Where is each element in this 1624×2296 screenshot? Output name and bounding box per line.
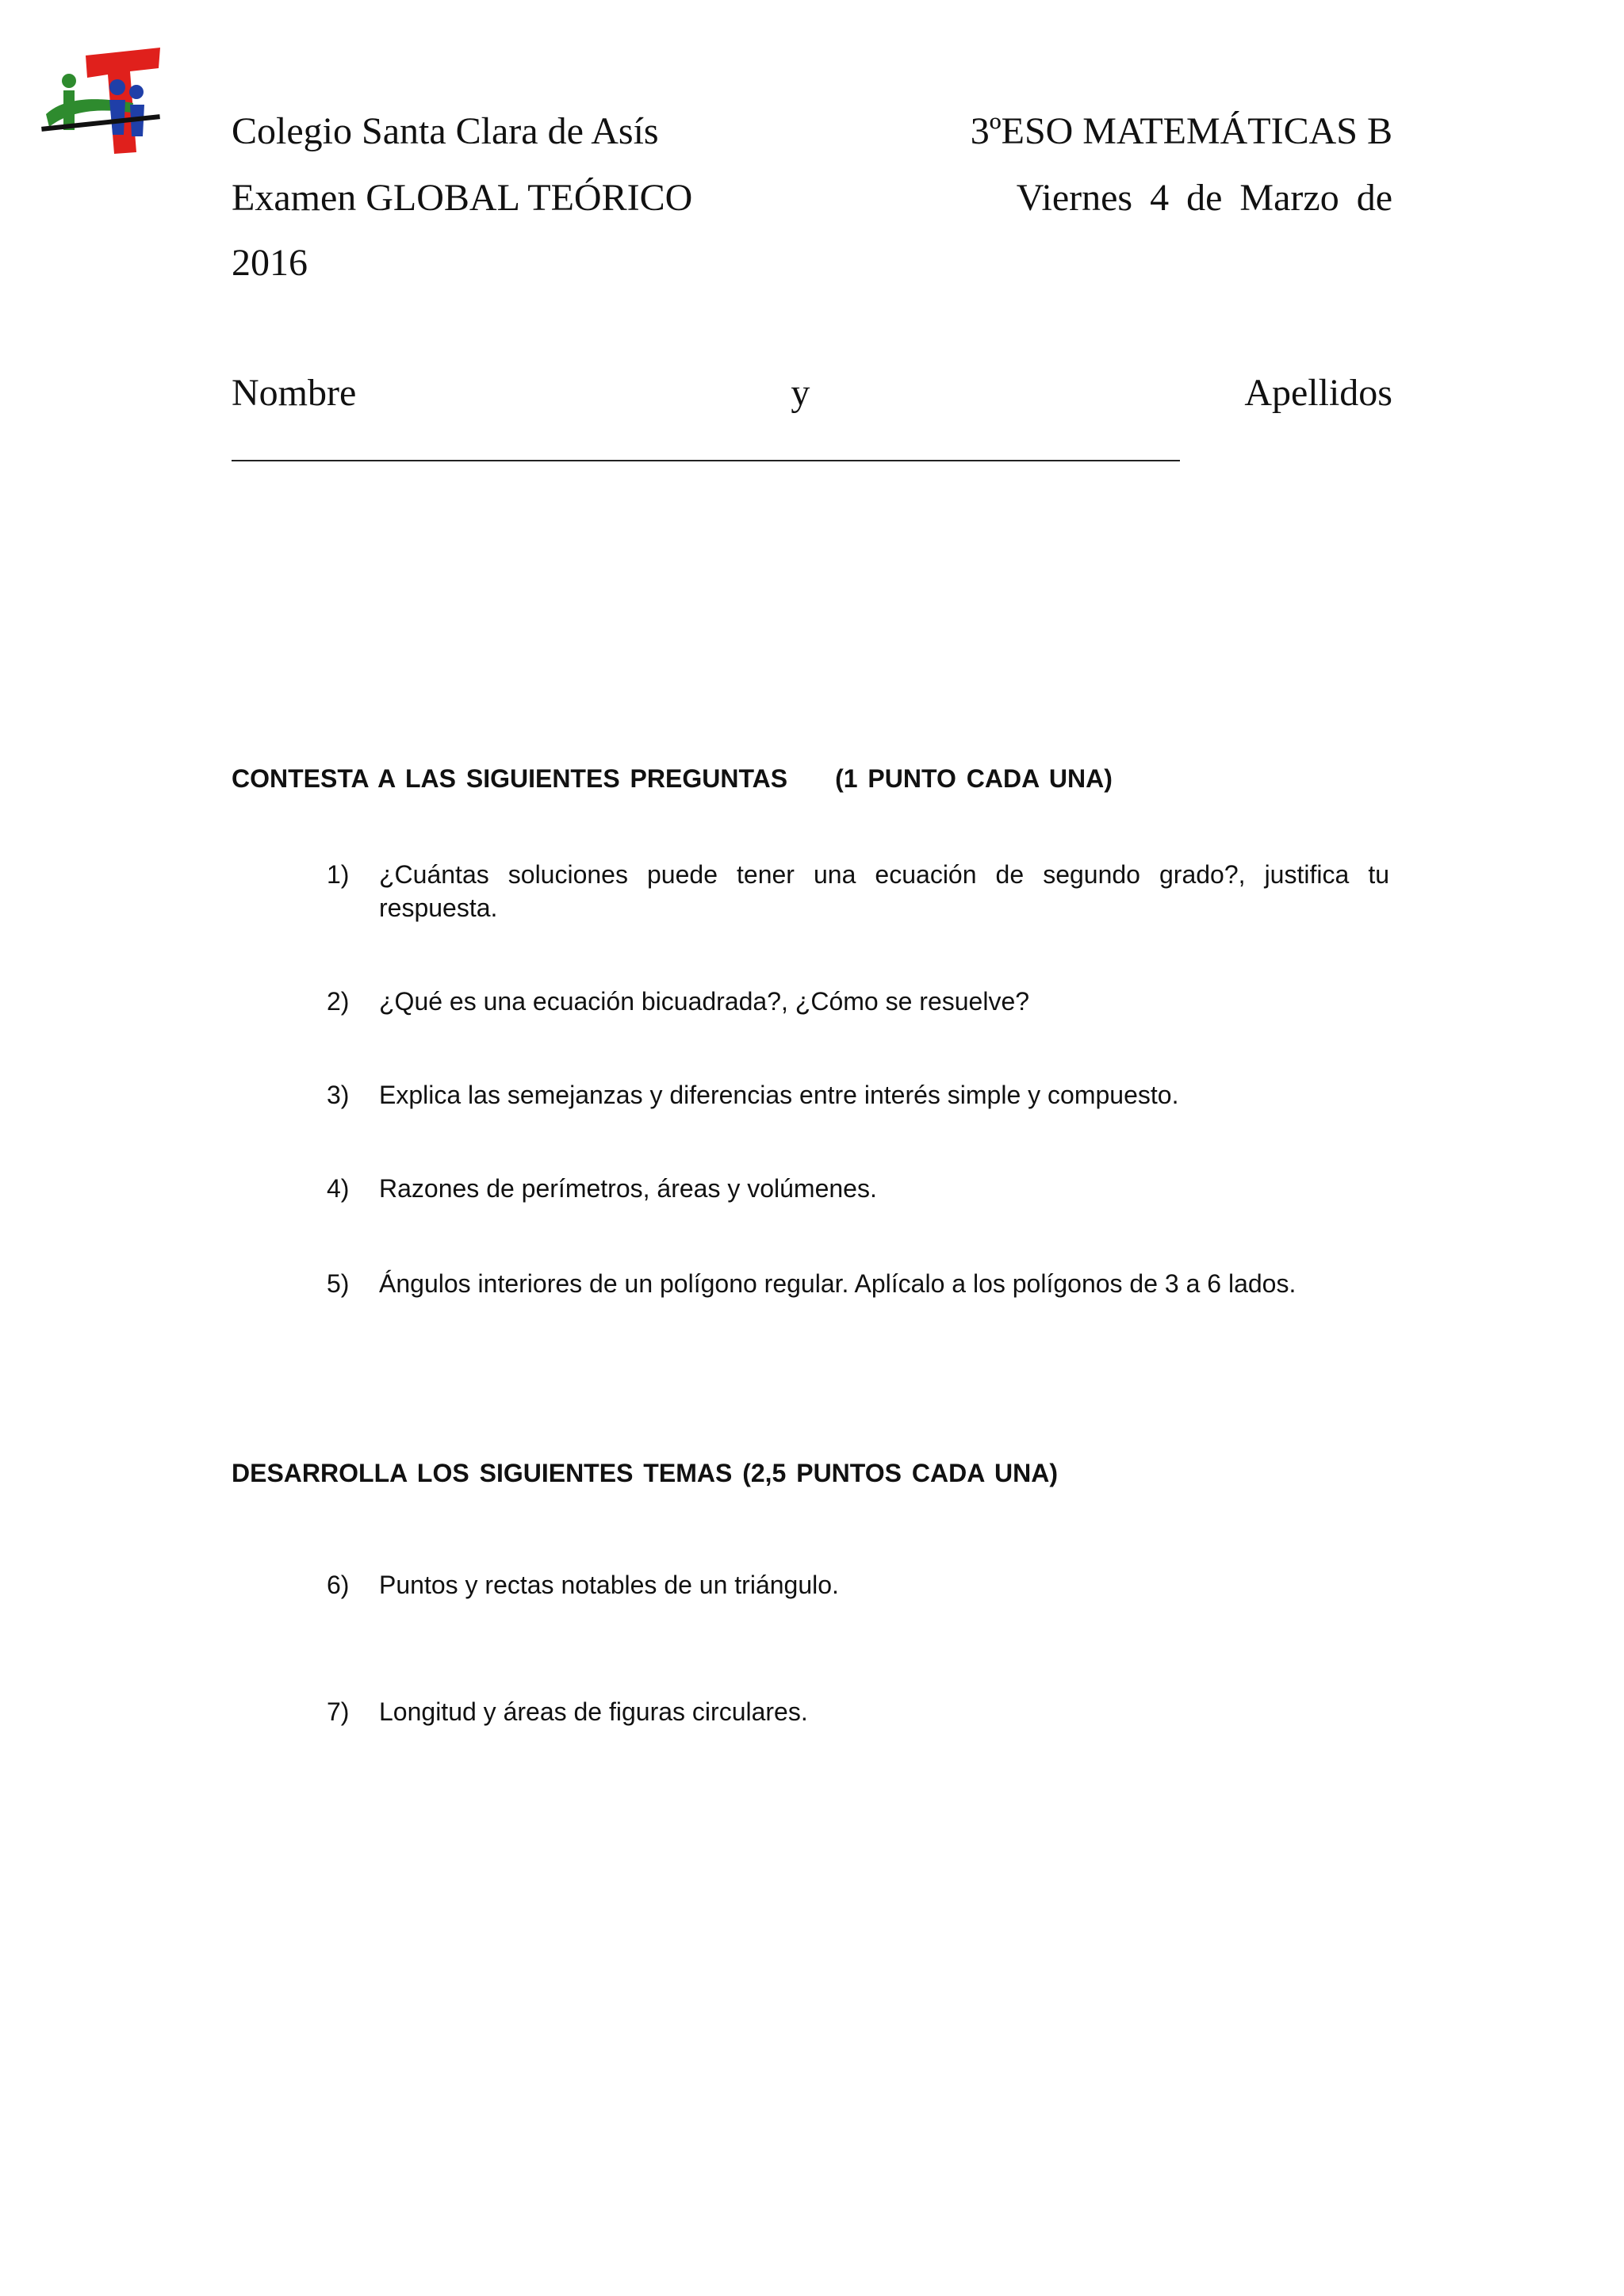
question-5 (327, 1267, 1389, 1300)
question-1 (327, 858, 1389, 924)
name-label: Nombre (232, 372, 357, 414)
exam-date: Viernes 4 de Marzo de (1016, 177, 1392, 219)
question-number: 6) (327, 1571, 350, 1599)
exam-title: Examen GLOBAL TEÓRICO (232, 177, 693, 219)
question-number: 7) (327, 1697, 350, 1726)
school-logo-icon (41, 41, 168, 168)
question-3 (327, 1078, 1389, 1112)
section-1-heading (232, 766, 1113, 791)
question-text: Longitud y áreas de figuras circulares. (379, 1697, 808, 1726)
section-1-title: CONTESTA A LAS SIGUIENTES PREGUNTAS (232, 764, 788, 793)
question-text: ¿Cuántas soluciones puede tener una ecuación de segundo grado?, justifica tu respuesta. (379, 860, 1389, 922)
question-number: 3) (327, 1081, 350, 1109)
question-number: 2) (327, 987, 350, 1016)
question-7 (327, 1695, 1389, 1728)
school-name: Colegio Santa Clara de Asís (232, 110, 659, 152)
course-title: 3ºESO MATEMÁTICAS B (970, 110, 1392, 152)
name-field-label (232, 374, 1392, 412)
question-number: 5) (327, 1269, 350, 1298)
question-6 (327, 1568, 1389, 1601)
exam-year: 2016 (232, 242, 308, 284)
question-number: 4) (327, 1174, 350, 1203)
section-2-heading: DESARROLLA LOS SIGUIENTES TEMAS (2,5 PUNTOS CADA UNA) (232, 1459, 1058, 1487)
question-number: 1) (327, 860, 350, 889)
surname-label: Apellidos (1244, 372, 1392, 414)
section-1-points: (1 PUNTO CADA UNA) (835, 764, 1113, 793)
question-2 (327, 985, 1389, 1018)
question-4 (327, 1172, 1389, 1205)
name-answer-line (232, 460, 1180, 461)
question-text: Razones de perímetros, áreas y volúmenes. (379, 1174, 877, 1203)
name-connector: y (791, 372, 810, 414)
question-text: Ángulos interiores de un polígono regular. Aplícalo a los polígonos de 3 a 6 lados. (379, 1269, 1297, 1298)
question-text: Puntos y rectas notables de un triángulo. (379, 1571, 839, 1599)
question-text: Explica las semejanzas y diferencias entre interés simple y compuesto. (379, 1081, 1179, 1109)
question-text: ¿Qué es una ecuación bicuadrada?, ¿Cómo se resuelve? (379, 987, 1030, 1016)
